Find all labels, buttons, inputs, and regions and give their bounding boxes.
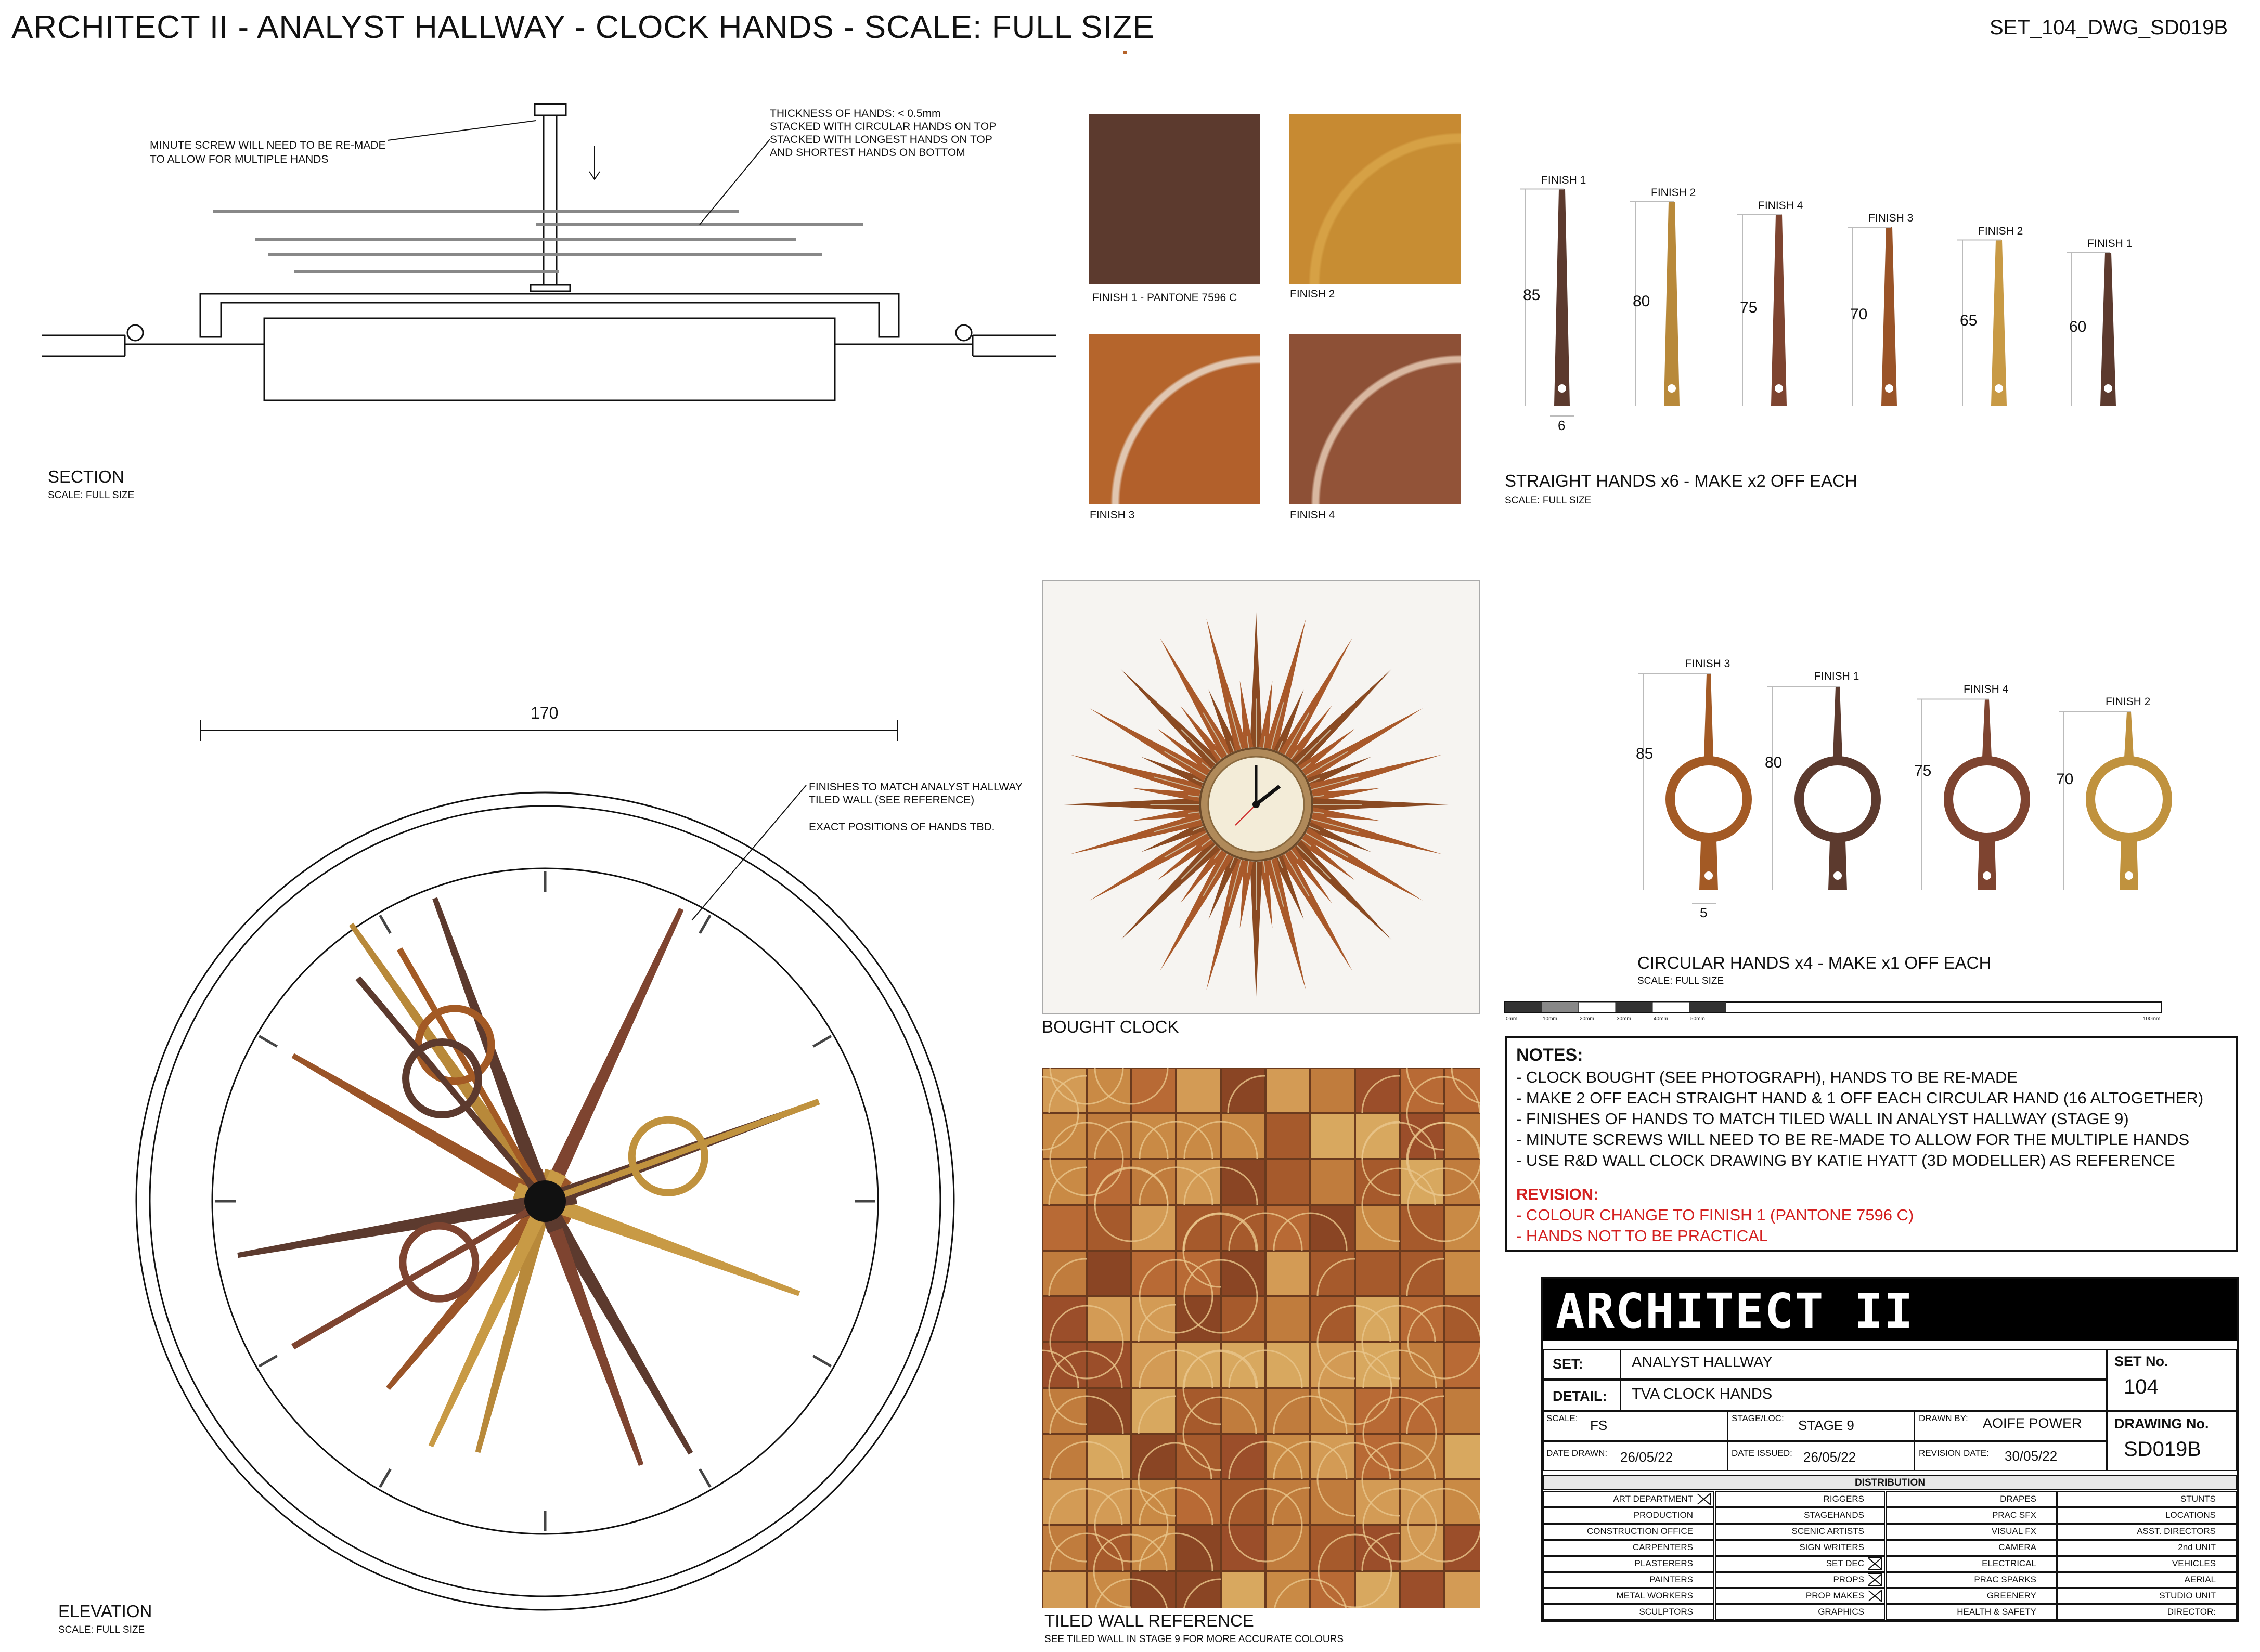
distribution-item: PAINTERS	[1649, 1575, 1693, 1584]
elevation-circular-ring	[403, 1226, 475, 1299]
finish-3-label: FINISH 3	[1090, 509, 1135, 521]
distribution-item: METAL WORKERS	[1616, 1591, 1693, 1601]
straight-hand	[1771, 215, 1787, 406]
scale-bar-label: 30mm	[1617, 1016, 1631, 1022]
revision-heading: REVISION:	[1516, 1185, 1599, 1203]
detail-value: TVA CLOCK HANDS	[1632, 1386, 1773, 1402]
screw-note-1: MINUTE SCREW WILL NEED TO BE RE-MADE	[150, 139, 386, 151]
elevation-label: ELEVATION	[58, 1602, 152, 1621]
set-label: SET:	[1553, 1356, 1583, 1372]
straight-hand-finish-label: FINISH 2	[1978, 225, 2023, 237]
note-item-4: - MINUTE SCREWS WILL NEED TO BE RE-MADE TO ALLOW FOR THE MULTIPLE HANDS	[1516, 1130, 2190, 1149]
circular-hands-title: CIRCULAR HANDS x4 - MAKE x1 OFF EACH	[1637, 953, 1992, 972]
screw-note-2: TO ALLOW FOR MULTIPLE HANDS	[150, 153, 329, 165]
elevation-scale: SCALE: FULL SIZE	[58, 1624, 145, 1635]
sunburst-clock-drawing	[1043, 581, 1481, 1015]
straight-width-label: 6	[1558, 418, 1566, 433]
elevation-note-1: FINISHES TO MATCH ANALYST HALLWAY	[809, 781, 1023, 793]
scale-bar-label: 20mm	[1580, 1016, 1594, 1022]
elevation-circular-hand	[358, 978, 559, 1217]
finish-2-swatch	[1289, 114, 1461, 284]
elevation-straight-hand	[513, 1182, 800, 1296]
elevation-dimension: 170	[531, 704, 559, 722]
elevation-circular-ring	[418, 1008, 491, 1081]
distribution-item: STUDIO UNIT	[2159, 1591, 2216, 1601]
circular-hand-finish-label: FINISH 1	[1814, 670, 1859, 682]
circular-hand-ring	[1948, 761, 2025, 838]
straight-hand-length-label: 65	[1960, 311, 1978, 329]
leader-thickness	[700, 139, 770, 225]
tiled-wall-label: TILED WALL REFERENCE	[1044, 1611, 1254, 1630]
drawing-no-value: SD019B	[2124, 1438, 2201, 1461]
note-item-1: - CLOCK BOUGHT (SEE PHOTOGRAPH), HANDS TO BE RE-MADE	[1516, 1068, 2018, 1086]
distribution-item: AERIAL	[2184, 1575, 2216, 1584]
scale-bar-label: 10mm	[1543, 1016, 1557, 1022]
distribution-item: SET DEC	[1826, 1558, 1864, 1568]
distribution-item: CARPENTERS	[1632, 1542, 1693, 1552]
distribution-item: ART DEPARTMENT	[1613, 1494, 1693, 1504]
elevation-hands	[237, 897, 820, 1466]
finish-4-swatch	[1289, 334, 1461, 504]
drawn-by-value: AOIFE POWER	[1983, 1415, 2082, 1431]
date-drawn-value: 26/05/22	[1620, 1449, 1673, 1465]
revision-item-2: - HANDS NOT TO BE PRACTICAL	[1516, 1227, 1768, 1245]
elevation-straight-hand	[349, 923, 570, 1232]
distribution-item: PRAC SPARKS	[1974, 1575, 2036, 1584]
date-issued-value: 26/05/22	[1803, 1449, 1856, 1465]
thickness-note-2: STACKED WITH CIRCULAR HANDS ON TOP	[770, 121, 997, 133]
distribution-item: PROPS	[1833, 1575, 1864, 1584]
distribution-item: ELECTRICAL	[1982, 1558, 2036, 1568]
circular-hand-ring	[1670, 761, 1747, 838]
distribution-item: LOCATIONS	[2165, 1510, 2216, 1520]
scale-bar-label: 50mm	[1690, 1016, 1705, 1022]
distribution-item: 2nd UNIT	[2178, 1542, 2216, 1552]
bought-clock-label: BOUGHT CLOCK	[1042, 1017, 1179, 1036]
distribution-item: DIRECTOR:	[2167, 1607, 2216, 1617]
center-boss	[524, 1180, 566, 1222]
distribution-check-mark	[1868, 1573, 1882, 1586]
finish-3-swatch	[1089, 334, 1260, 504]
distribution-item: PROP MAKES	[1805, 1591, 1864, 1601]
thickness-note-4: AND SHORTEST HANDS ON BOTTOM	[770, 147, 965, 159]
circular-width-label: 5	[1700, 905, 1708, 920]
note-item-2: - MAKE 2 OFF EACH STRAIGHT HAND & 1 OFF EACH CIRCULAR HAND (16 ALTOGETHER)	[1516, 1089, 2204, 1107]
finish-1-label: FINISH 1 - PANTONE 7596 C	[1092, 292, 1237, 304]
straight-hand-length-label: 75	[1740, 299, 1758, 317]
distribution-item: SCULPTORS	[1639, 1607, 1693, 1617]
circular-hand-needle	[2124, 712, 2134, 758]
distribution-item: PRAC SFX	[1992, 1510, 2036, 1520]
circular-hand-needle	[1982, 699, 1992, 758]
distribution-item: RIGGERS	[1823, 1494, 1864, 1504]
title-block	[1541, 1277, 2239, 1622]
section-scale: SCALE: FULL SIZE	[48, 490, 135, 501]
elevation-circular-hand	[293, 1191, 563, 1347]
section-label: SECTION	[48, 467, 124, 486]
circular-hand-ring	[2090, 761, 2167, 838]
straight-hand	[1664, 202, 1680, 406]
straight-hand	[1991, 240, 2007, 406]
circular-hand-needle	[1704, 674, 1713, 758]
elevation-straight-hand	[432, 897, 563, 1233]
straight-hands-drawing	[1520, 189, 2116, 417]
detail-label: DETAIL:	[1553, 1388, 1607, 1404]
note-item-5: - USE R&D WALL CLOCK DRAWING BY KATIE HYATT (3D MODELLER) AS REFERENCE	[1516, 1151, 2175, 1169]
elevation-circular-hand	[525, 1101, 819, 1208]
straight-hand-finish-label: FINISH 3	[1868, 212, 1914, 224]
drawn-by-label: DRAWN BY:	[1919, 1413, 1968, 1423]
distribution-check-mark	[1868, 1590, 1882, 1602]
leader-screw	[388, 121, 536, 140]
stage-field-value: STAGE 9	[1798, 1417, 1854, 1433]
distribution-item: STAGEHANDS	[1804, 1510, 1864, 1520]
distribution-item: STUNTS	[2180, 1494, 2216, 1504]
elevation-straight-hand	[526, 1169, 643, 1466]
scale-field-value: FS	[1590, 1417, 1608, 1433]
elevation-circular-ring	[406, 1042, 479, 1115]
straight-hand-length-label: 85	[1523, 286, 1541, 304]
circular-hand-finish-label: FINISH 3	[1685, 657, 1730, 670]
elevation-straight-hand	[522, 1170, 693, 1454]
distribution-check-mark	[1697, 1493, 1711, 1505]
elevation-note-2: TILED WALL (SEE REFERENCE)	[809, 794, 975, 806]
circular-hand-finish-label: FINISH 2	[2106, 696, 2151, 708]
set-no-label: SET No.	[2114, 1354, 2168, 1369]
circular-hands-drawing	[1638, 674, 2167, 904]
straight-hand	[1554, 189, 1570, 406]
dot-marker	[1123, 51, 1127, 54]
page-title: ARCHITECT II - ANALYST HALLWAY - CLOCK HANDS - SCALE: FULL SIZE	[11, 9, 1155, 45]
tiled-wall-note: SEE TILED WALL IN STAGE 9 FOR MORE ACCURATE COLOURS	[1044, 1634, 1344, 1645]
elevation-straight-hand	[475, 1169, 561, 1453]
tile-pattern	[1042, 1068, 1480, 1608]
stacked-hands-section	[213, 211, 863, 271]
finish-2-label: FINISH 2	[1290, 288, 1335, 300]
straight-hand	[1881, 227, 1897, 406]
circular-hand-length-label: 70	[2056, 771, 2074, 788]
distribution-grid	[1543, 1491, 2237, 1621]
distribution-item: VEHICLES	[2172, 1558, 2216, 1568]
circular-hands-scale: SCALE: FULL SIZE	[1637, 975, 1724, 986]
elevation-drawing	[136, 720, 954, 1610]
set-value: ANALYST HALLWAY	[1632, 1354, 1773, 1371]
distribution-item: PLASTERERS	[1634, 1558, 1693, 1568]
scale-bar-label: 40mm	[1654, 1016, 1668, 1022]
thickness-note-3: STACKED WITH LONGEST HANDS ON TOP	[770, 134, 992, 146]
straight-hand-finish-label: FINISH 4	[1758, 199, 1803, 212]
straight-hands-scale: SCALE: FULL SIZE	[1505, 495, 1592, 506]
circular-hand-needle	[1833, 686, 1842, 758]
drawing-reference: SET_104_DWG_SD019B	[1990, 16, 2228, 39]
scale-bar-label: 0mm	[1506, 1016, 1518, 1022]
elevation-note-4: EXACT POSITIONS OF HANDS TBD.	[809, 821, 995, 833]
distribution-item: HEALTH & SAFETY	[1957, 1607, 2036, 1617]
distribution-item: DRAPES	[2000, 1494, 2036, 1504]
distribution-item: GRAPHICS	[1818, 1607, 1864, 1617]
date-drawn-label: DATE DRAWN:	[1546, 1448, 1608, 1458]
distribution-check-mark	[1868, 1557, 1882, 1570]
elevation-straight-hand	[386, 1172, 572, 1390]
scale-bar-label: 100mm	[2143, 1016, 2161, 1022]
elevation-straight-hand	[429, 1169, 566, 1448]
straight-hand	[2100, 253, 2116, 406]
architect-logo: ARCHITECT II	[1543, 1279, 2237, 1341]
circular-hand-length-label: 80	[1765, 753, 1783, 771]
distribution-item: VISUAL FX	[1991, 1526, 2036, 1536]
revision-item-1: - COLOUR CHANGE TO FINISH 1 (PANTONE 7596 C)	[1516, 1206, 1914, 1224]
finish-4-label: FINISH 4	[1290, 509, 1335, 521]
straight-hand-finish-label: FINISH 1	[2087, 238, 2133, 250]
elevation-straight-hand	[237, 1188, 577, 1258]
set-no-value: 104	[2124, 1375, 2159, 1398]
notes-box	[1505, 1036, 2238, 1252]
notes-heading: NOTES:	[1516, 1045, 1583, 1065]
tiled-wall-photo	[1042, 1068, 1480, 1608]
circular-hand-length-label: 85	[1636, 745, 1654, 763]
thickness-note-1: THICKNESS OF HANDS: < 0.5mm	[770, 108, 941, 120]
straight-hands-title: STRAIGHT HANDS x6 - MAKE x2 OFF EACH	[1505, 471, 1857, 490]
distribution-item: CAMERA	[1998, 1542, 2036, 1552]
circular-hand-length-label: 75	[1914, 762, 1932, 779]
straight-hand-finish-label: FINISH 1	[1541, 174, 1586, 186]
distribution-item: PRODUCTION	[1633, 1510, 1693, 1520]
distribution-item: CONSTRUCTION OFFICE	[1587, 1526, 1693, 1536]
distribution-item: SIGN WRITERS	[1799, 1542, 1864, 1552]
date-issued-label: DATE ISSUED:	[1732, 1448, 1792, 1458]
hour-ticks	[215, 871, 875, 1531]
distribution-item: ASST. DIRECTORS	[2137, 1526, 2216, 1536]
straight-hand-length-label: 60	[2069, 318, 2087, 335]
distribution-heading: DISTRIBUTION	[1854, 1477, 1926, 1488]
drawing-no-label: DRAWING No.	[2114, 1416, 2209, 1432]
distribution-item: SCENIC ARTISTS	[1791, 1526, 1864, 1536]
scale-field-label: SCALE:	[1546, 1413, 1578, 1423]
elevation-circular-hand	[399, 949, 556, 1219]
elevation-straight-hand	[524, 908, 683, 1233]
scale-bar	[1505, 1002, 2161, 1012]
straight-hand-finish-label: FINISH 2	[1651, 187, 1696, 199]
bought-clock-photo	[1042, 580, 1480, 1014]
revision-date-value: 30/05/22	[2005, 1448, 2058, 1464]
elevation-straight-hand	[513, 1099, 820, 1220]
finish-1-swatch	[1089, 114, 1260, 284]
stage-field-label: STAGE/LOC:	[1732, 1413, 1784, 1423]
revision-date-label: REVISION DATE:	[1919, 1448, 1989, 1458]
straight-hand-length-label: 70	[1850, 305, 1868, 323]
circular-hand-finish-label: FINISH 4	[1964, 683, 2009, 695]
distribution-item: GREENERY	[1986, 1591, 2036, 1601]
circular-hand-ring	[1799, 761, 1876, 838]
elevation-circular-ring	[632, 1120, 705, 1193]
straight-hand-length-label: 80	[1633, 293, 1650, 310]
elevation-straight-hand	[292, 1053, 576, 1224]
note-item-3: - FINISHES OF HANDS TO MATCH TILED WALL IN ANALYST HALLWAY (STAGE 9)	[1516, 1110, 2129, 1128]
